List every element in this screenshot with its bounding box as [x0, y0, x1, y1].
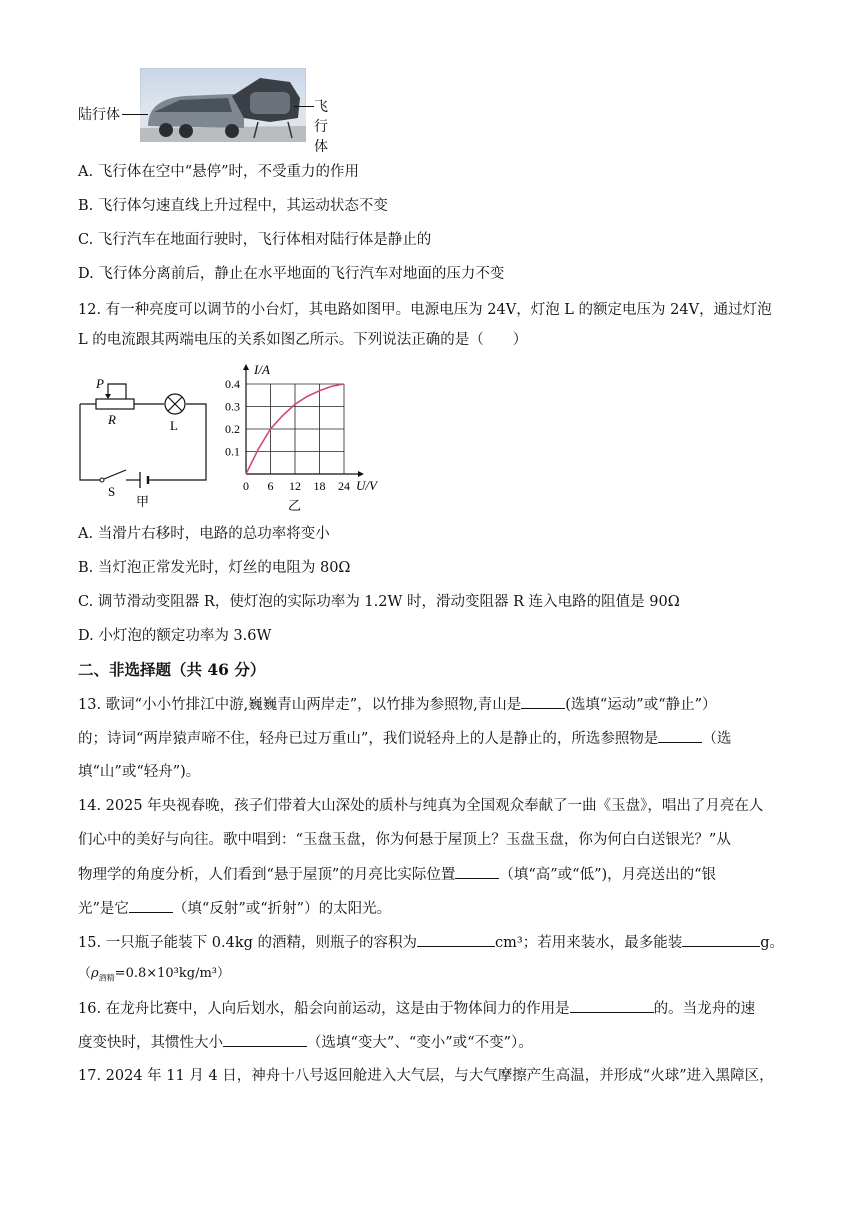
- q12-stem-line1: 12. 有一种亮度可以调节的小台灯，其电路如图甲。电源电压为 24V，灯泡 L 的额定电压为 24V，通过灯泡: [78, 302, 772, 318]
- q13-line3: 填“山”或“轻舟”)。: [78, 764, 201, 780]
- q13-line2-text-a: 的；诗词“两岸猿声啼不住，轻舟已过万重山”，我们说轻舟上的人是静止的，所选参照物是: [78, 731, 659, 747]
- q16-line1: [78, 998, 755, 1019]
- q14-blank-1[interactable]: [455, 864, 499, 879]
- chart-axes: [243, 364, 364, 477]
- q16-line2-text-a: 度变快时，其惯性大小: [78, 1035, 223, 1051]
- flying-car-photo: [140, 68, 306, 142]
- q14-line4-text-a: 光”是它: [78, 901, 129, 917]
- q15-rho: ρ: [91, 966, 99, 981]
- pointer-line-left: [122, 114, 148, 115]
- battery-symbol: [140, 472, 152, 488]
- q16-line2: [78, 1032, 533, 1053]
- y-tick-label-3: 0.4: [225, 377, 240, 391]
- q11-option-d: D. 飞行体分离前后，静止在水平地面的飞行汽车对地面的压力不变: [78, 266, 505, 282]
- label-p: P: [96, 376, 104, 391]
- q14-blank-2[interactable]: [129, 898, 173, 913]
- chart-caption: 乙: [288, 498, 302, 513]
- q13-line1: [78, 694, 717, 715]
- label-r: R: [108, 412, 116, 427]
- q13-line1-text-b: (选填“运动”或“静止”）: [565, 697, 717, 713]
- q14-line4-text-b: （填“反射”或“折射”）的太阳光。: [172, 901, 392, 917]
- y-axis-arrow: [243, 364, 249, 370]
- label-air-module: 飞行体: [314, 99, 328, 155]
- x-tick-label-4: 24: [338, 479, 350, 493]
- q15-line1-text-a: 15. 一只瓶子能装下 0.4kg 的酒精，则瓶子的容积为: [78, 935, 418, 951]
- chart-ylabel: I/A: [254, 362, 270, 377]
- section-heading: 二、非选择题（共 46 分）: [78, 660, 266, 679]
- chart-tick-labels: [225, 377, 350, 493]
- x-axis-arrow: [358, 471, 364, 477]
- y-tick-label-0: 0.1: [225, 444, 240, 459]
- q13-line2-text-b: （选: [702, 731, 732, 747]
- q14-line1: 14. 2025 年央视春晚，孩子们带着大山深处的质朴与纯真为全国观众奉献了一曲《玉盘》，唱出了月亮在人: [78, 798, 764, 814]
- chart-xlabel: U/V: [356, 478, 377, 493]
- q12-option-a: A. 当滑片右移时，电路的总功率将变小: [78, 526, 330, 542]
- q15-paren: （: [78, 966, 92, 981]
- chart-grid: [246, 384, 344, 474]
- rheostat-symbol: [96, 399, 134, 409]
- q14-line4: [78, 898, 391, 919]
- q12-option-d: D. 小灯泡的额定功率为 3.6W: [78, 628, 272, 644]
- circuit-diagram: [72, 372, 222, 510]
- label-l: L: [170, 418, 178, 433]
- label-s: S: [108, 484, 116, 499]
- x-tick-label-1: 6: [267, 479, 274, 493]
- q11-option-b: B. 飞行体匀速直线上升过程中，其运动状态不变: [78, 198, 388, 214]
- caption-jia: 甲: [136, 494, 150, 509]
- q14-line3-text-b: （填“高”或“低”)，月亮送出的“银: [499, 867, 717, 883]
- q16-line2-text-b: （选填“变大”、“变小”或“不变”）。: [307, 1035, 533, 1051]
- q14-line2: 们心中的美好与向往。歌中唱到：“玉盘玉盘，你为何悬于屋顶上？玉盘玉盘，你为何白白送银光？”从: [78, 832, 731, 848]
- q17-line1: 17. 2024 年 11 月 4 日，神舟十八号返回舱进入大气层，与大气摩擦产生高温，并形成“火球”进入黑障区，: [78, 1068, 774, 1084]
- q11-option-a: A. 飞行体在空中“悬停”时，不受重力的作用: [78, 164, 360, 180]
- x-tick-label-2: 12: [289, 479, 301, 493]
- q12-option-b: B. 当灯泡正常发光时，灯丝的电阻为 80Ω: [78, 560, 351, 576]
- q12-option-c: C. 调节滑动变阻器 R，使灯泡的实际功率为 1.2W 时，滑动变阻器 R 连入电路的阻值是 90Ω: [78, 594, 680, 610]
- q11-option-c: C. 飞行汽车在地面行驶时，飞行体相对陆行体是静止的: [78, 232, 432, 248]
- iv-chart: [218, 360, 398, 514]
- q15-rho-subscript: 酒精: [98, 973, 115, 983]
- q15-density-value: =0.8×10³kg/m³）: [114, 966, 231, 981]
- q15-line1: [78, 932, 784, 953]
- q16-line1-text-b: 的。当龙舟的速: [653, 1001, 756, 1017]
- q15-blank-2[interactable]: [682, 932, 760, 947]
- flying-car-figure: [78, 66, 328, 155]
- pointer-line-right: [294, 106, 314, 107]
- q12-stem-line2: L 的电流跟其两端电压的关系如图乙所示。下列说法正确的是（ ）: [78, 332, 528, 348]
- q13-line1-text-a: 13. 歌词“小小竹排江中游,巍巍青山两岸走”，以竹排为参照物,青山是: [78, 697, 522, 713]
- label-land-module: 陆行体: [78, 107, 120, 123]
- q14-line3: [78, 864, 716, 885]
- q15-blank-1[interactable]: [417, 932, 495, 947]
- x-tick-label-3: 18: [313, 479, 326, 493]
- q16-blank-2[interactable]: [223, 1032, 307, 1047]
- q13-blank-1[interactable]: [521, 694, 565, 709]
- x-tick-label-0: 0: [243, 479, 249, 493]
- lamp-symbol: [165, 394, 185, 414]
- q13-blank-2[interactable]: [658, 728, 702, 743]
- q15-line1-text-b: cm³；若用来装水，最多能装: [495, 935, 683, 951]
- q15-line1-text-c: g。: [760, 935, 784, 951]
- y-tick-label-2: 0.3: [225, 399, 240, 414]
- switch-symbol: [100, 470, 130, 482]
- q16-line1-text-a: 16. 在龙舟比赛中，人向后划水，船会向前运动，这是由于物体间力的作用是: [78, 1001, 570, 1017]
- y-tick-label-1: 0.2: [225, 422, 240, 436]
- q16-blank-1[interactable]: [570, 998, 654, 1013]
- q14-line3-text-a: 物理学的角度分析，人们看到“悬于屋顶”的月亮比实际位置: [78, 867, 456, 883]
- q15-line2: [78, 964, 230, 989]
- q13-line2: [78, 728, 731, 749]
